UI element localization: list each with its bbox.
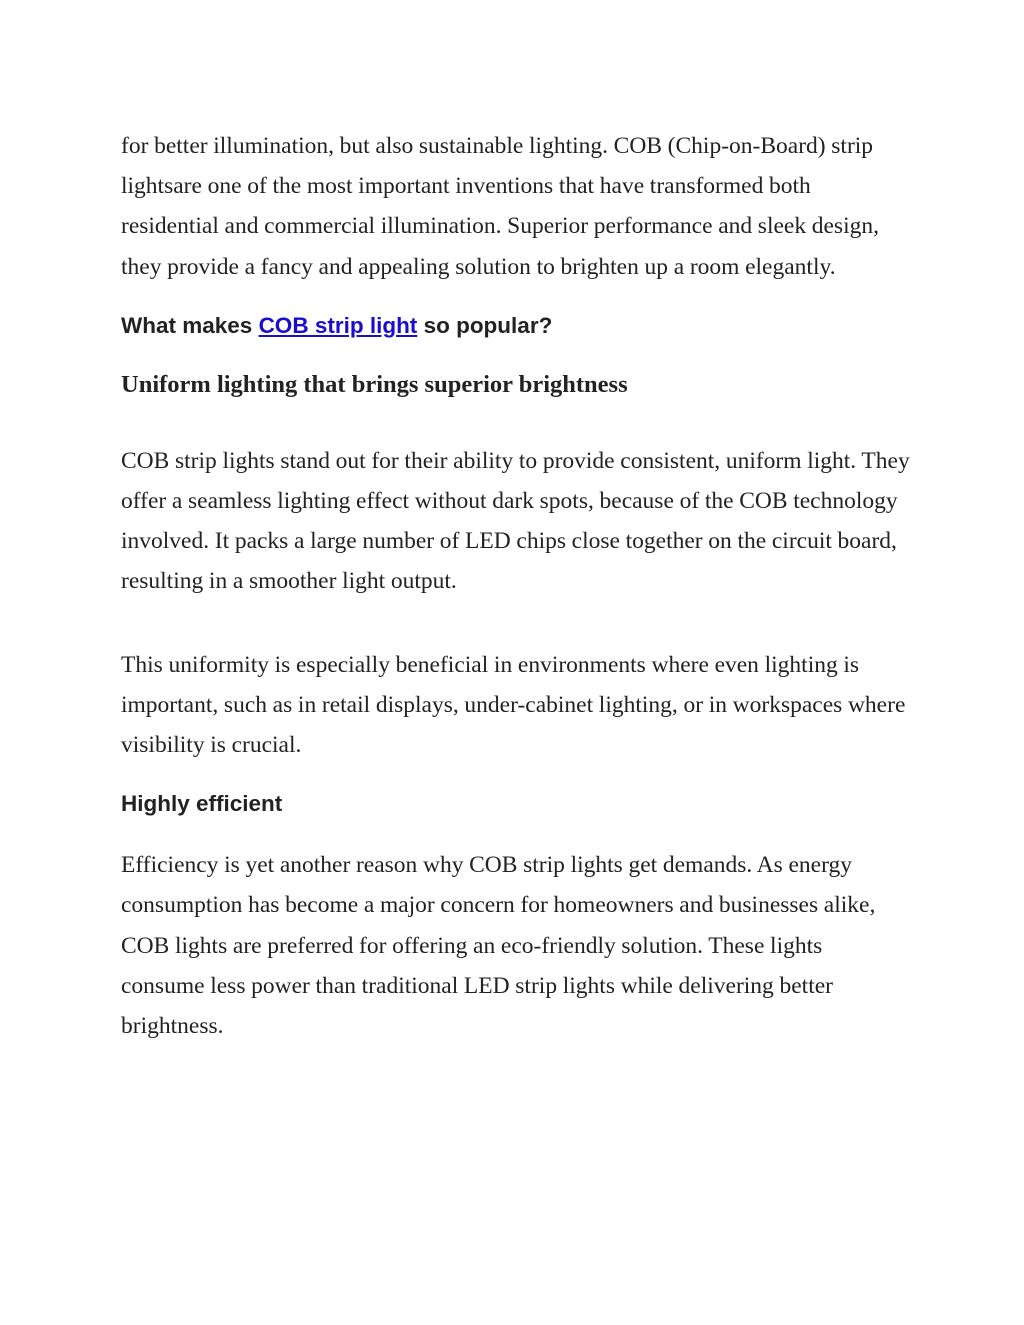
- popular-heading-prefix: What makes: [121, 312, 259, 338]
- efficient-paragraph: Efficiency is yet another reason why COB strip lights get demands. As energy consumption has become a major concern for homeowners and businesses alike, COB lights are preferred for offering an eco-friendly solution. These lights consume less power than traditional LED strip lights while delivering better brightness.: [121, 852, 876, 1040]
- popular-heading-suffix: so popular?: [417, 312, 553, 338]
- uniform-paragraph-2: This uniformity is especially beneficial in environments where even lighting is important, such as in retail displays, under-cabinet lighting, or in workspaces where visibility is crucial.: [121, 651, 906, 759]
- highly-efficient-heading: Highly efficient: [121, 791, 283, 817]
- cob-strip-light-link[interactable]: COB strip light: [258, 312, 418, 338]
- document-page: [121, 126, 911, 1046]
- popular-heading: [121, 312, 911, 340]
- uniform-paragraph-1: COB strip lights stand out for their ability to provide consistent, uniform light. They offer a seamless lighting effect without dark spots, because of the COB technology involved. It packs a large number of LED chips close together on the circuit board, resulting in a smoother light output.: [121, 447, 910, 595]
- intro-paragraph: for better illumination, but also sustainable lighting. COB (Chip-on-Board) strip lightsare one of the most important inventions that have transformed both residential and commercial illumination. Superior performance and sleek design, they provide a fancy and appealing solution to brighten up a room elegantly.: [121, 133, 879, 280]
- uniform-lighting-heading: Uniform lighting that brings superior brightness: [121, 370, 628, 398]
